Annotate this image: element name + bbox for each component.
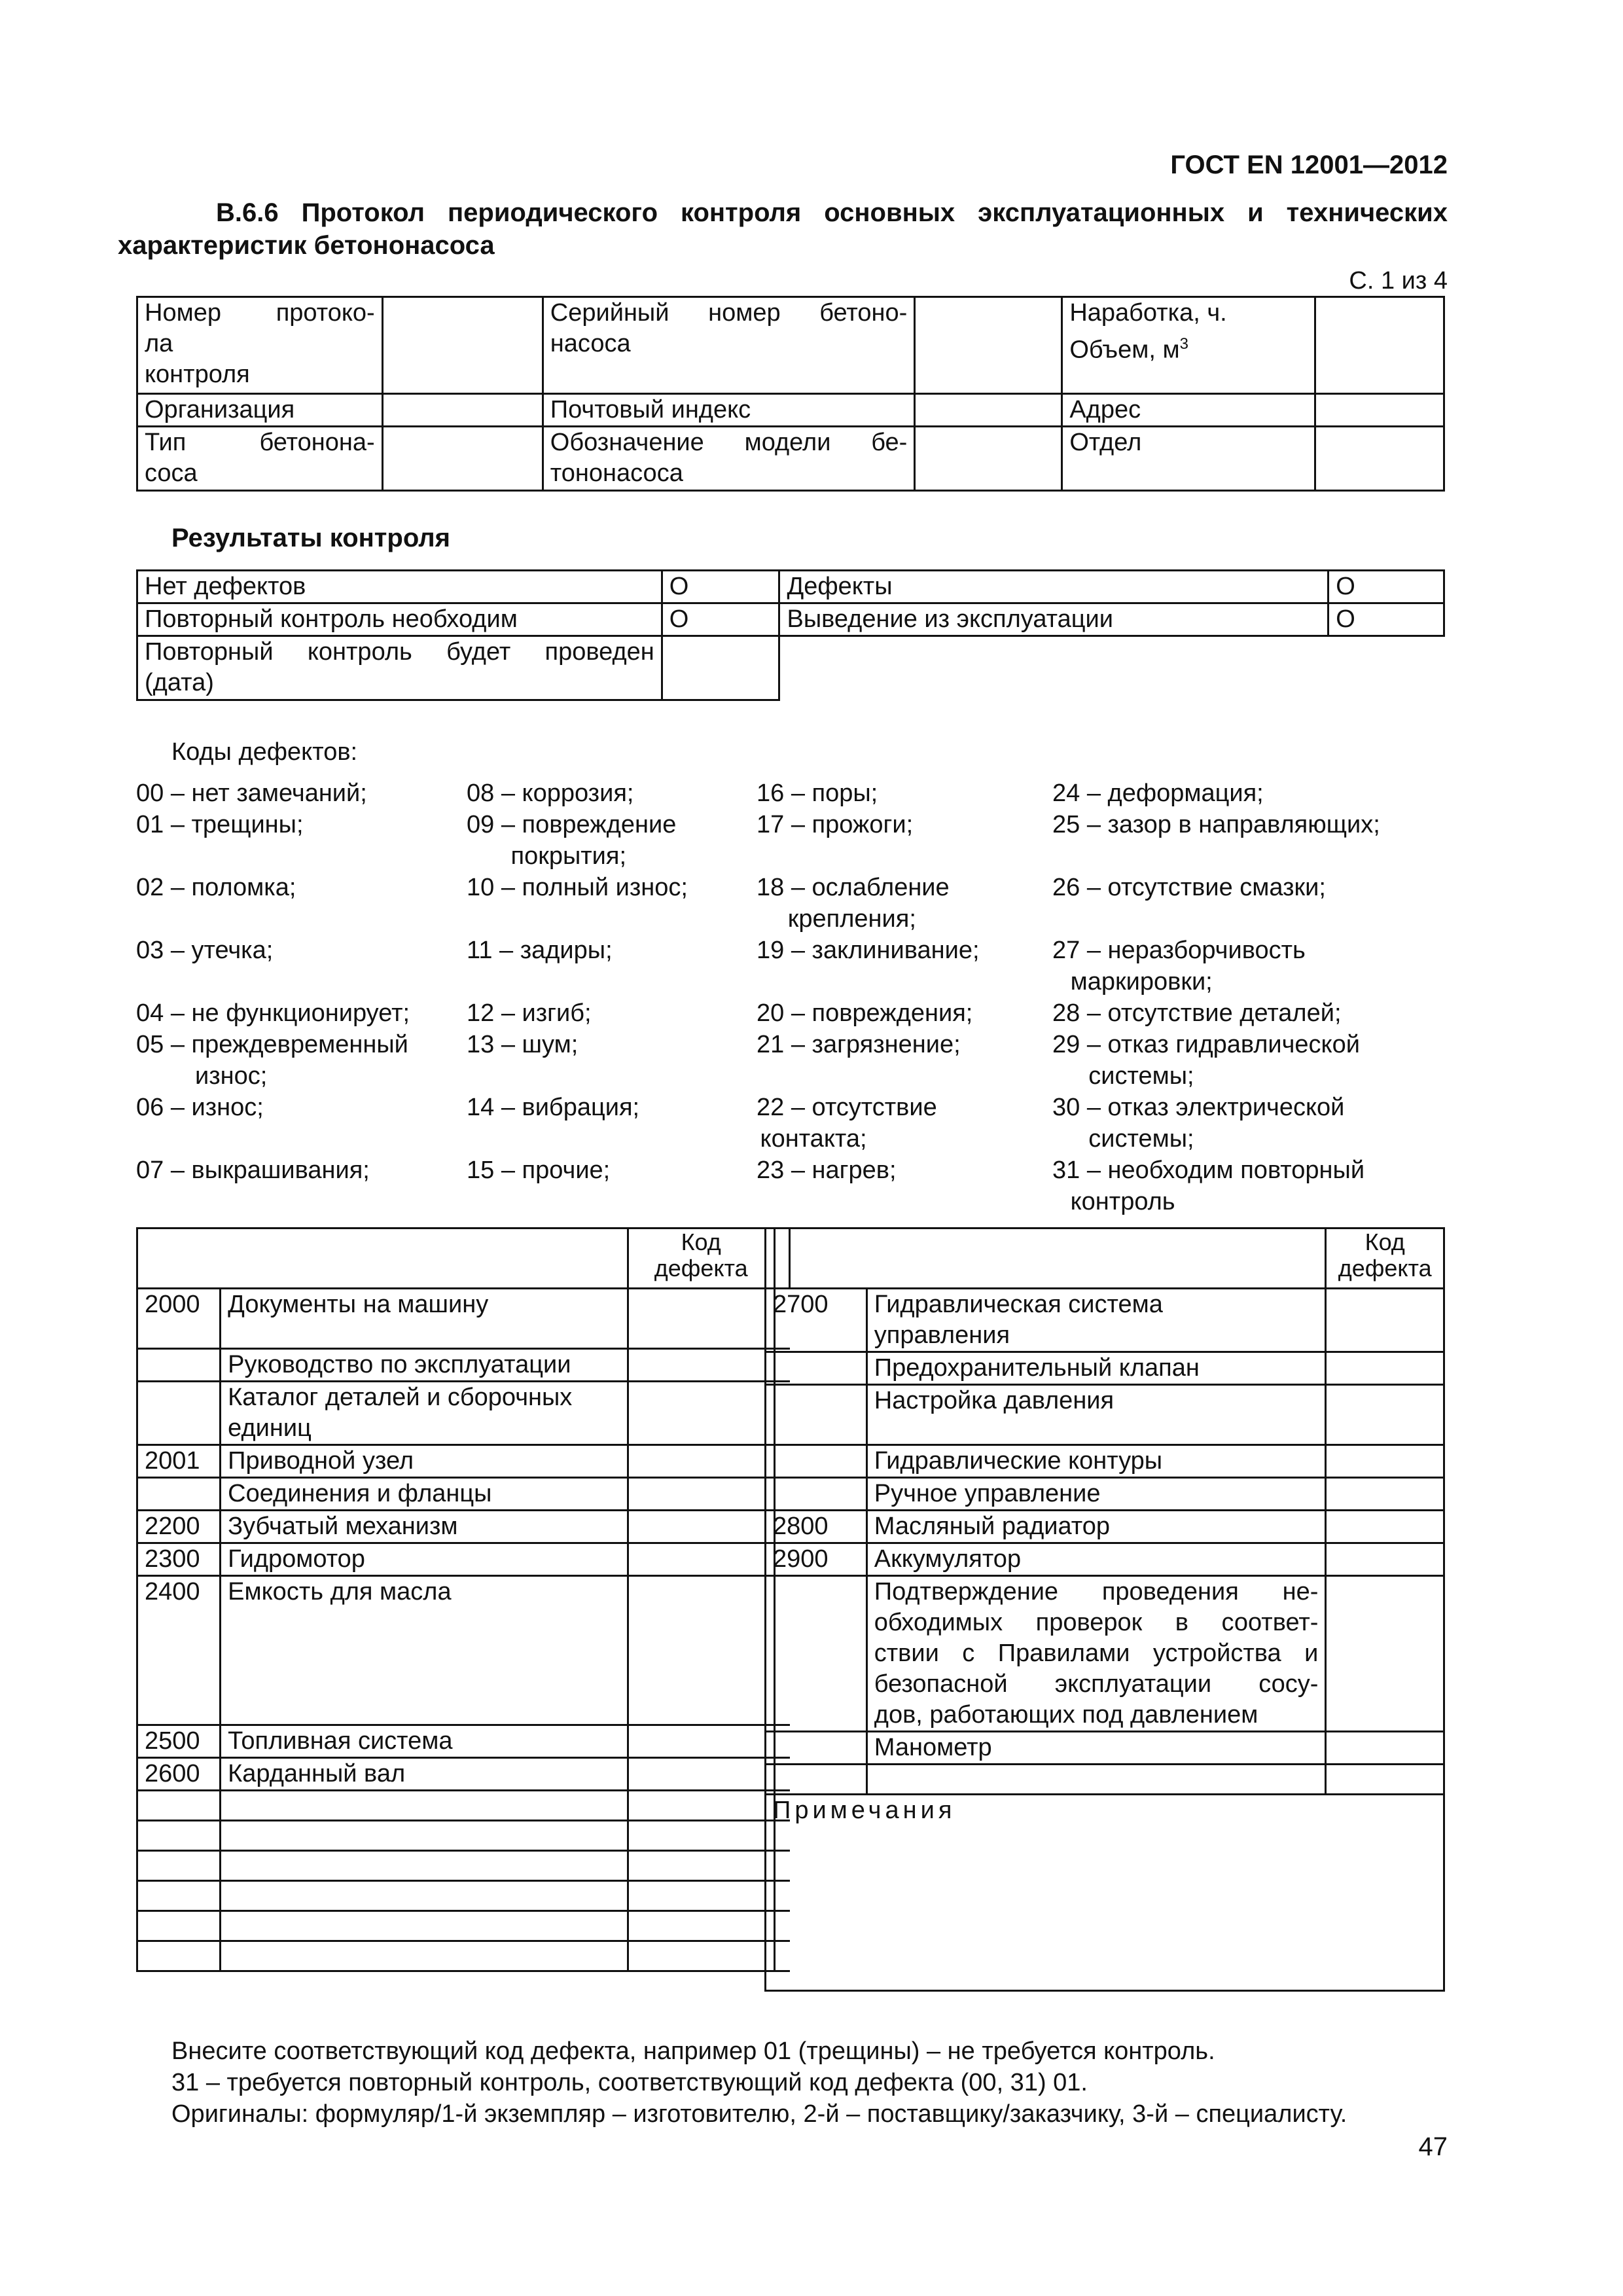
table-row — [137, 1478, 790, 1511]
empty-cell[interactable] — [137, 1911, 221, 1941]
empty-cell[interactable] — [137, 1821, 221, 1851]
defect-code-row — [136, 1186, 1458, 1217]
component-code: 2200 — [137, 1511, 221, 1543]
defect-code-cell: 11 – задиры; — [467, 937, 613, 964]
footer-notes — [171, 2036, 1347, 2130]
component-code — [766, 1576, 867, 1732]
component-code — [137, 1478, 221, 1511]
defect-code-cell: 00 – нет замечаний; — [136, 780, 367, 807]
defect-code-cell: 03 – утечка; — [136, 937, 274, 964]
components-table — [136, 1227, 791, 1972]
defect-code-cell — [452, 1186, 729, 1217]
pump-type-label: Тип бетонона- соса — [137, 427, 383, 491]
postal-code-field[interactable] — [915, 394, 1062, 427]
defect-code-field[interactable] — [1326, 1445, 1444, 1478]
component-name: Масляный радиатор — [866, 1511, 1326, 1543]
component-name: Топливная система — [221, 1725, 628, 1758]
defect-code-field[interactable] — [628, 1478, 774, 1511]
component-name: Ручное управление — [866, 1478, 1326, 1511]
defect-code-cell — [452, 966, 729, 997]
component-code: 2900 — [766, 1543, 867, 1576]
page-number: 47 — [1418, 2132, 1448, 2161]
component-name: Документы на машину — [221, 1289, 628, 1349]
pump-type-field[interactable] — [382, 427, 543, 491]
page-of-indicator: С. 1 из 4 — [1349, 267, 1448, 295]
defect-code-row — [136, 840, 1458, 872]
defect-code-field[interactable] — [1326, 1732, 1444, 1765]
defects-checkbox[interactable]: O — [1329, 571, 1444, 603]
defect-code-row — [136, 935, 1458, 966]
component-code — [766, 1352, 867, 1385]
department-label: Отдел — [1062, 427, 1315, 491]
defect-code-cell: 08 – коррозия; — [467, 780, 634, 807]
empty-row — [137, 1851, 790, 1881]
component-code — [766, 1385, 867, 1445]
defect-code-cell: 06 – износ; — [136, 1094, 264, 1121]
empty-cell[interactable] — [221, 1941, 628, 1971]
page-title — [118, 196, 1448, 262]
empty-cell[interactable] — [1326, 1765, 1444, 1795]
defect-code-cell: контроль — [1070, 1188, 1175, 1215]
table-row — [766, 1385, 1444, 1445]
empty-cell[interactable] — [628, 1851, 774, 1881]
recheck-needed-label: Повторный контроль необходим — [137, 603, 662, 636]
decommission-label: Выведение из эксплуатации — [779, 603, 1329, 636]
component-name: Емкость для масла — [221, 1576, 628, 1725]
component-name: Соединения и фланцы — [221, 1478, 628, 1511]
defect-code-field[interactable] — [1326, 1543, 1444, 1576]
results-heading: Результаты контроля — [171, 524, 451, 552]
table-row — [766, 1576, 1444, 1732]
defect-code-cell: 20 – повреждения; — [757, 999, 973, 1027]
component-code: 2600 — [137, 1758, 221, 1791]
empty-cell[interactable] — [221, 1881, 628, 1911]
department-field[interactable] — [1315, 427, 1444, 491]
no-defects-label: Нет дефектов — [137, 571, 662, 603]
defect-code-cell: 13 – шум; — [467, 1031, 579, 1058]
component-code: 2500 — [137, 1725, 221, 1758]
notes-label: Примечания — [773, 1797, 956, 1824]
table-row — [766, 1445, 1444, 1478]
table-row — [766, 1511, 1444, 1543]
defect-code-header-right: Код дефекта — [1326, 1229, 1444, 1289]
defect-code-cell: 18 – ослабление — [757, 874, 950, 901]
table-row — [766, 1289, 1444, 1352]
defect-code-cell: 15 – прочие; — [467, 1157, 611, 1184]
component-code: 2001 — [137, 1445, 221, 1478]
defect-code-row — [136, 997, 1458, 1029]
defect-code-cell: 28 – отсутствие деталей; — [1052, 999, 1342, 1027]
defect-code-cell: покрытия; — [510, 842, 627, 870]
defect-code-cell: 24 – деформация; — [1052, 780, 1264, 807]
defect-code-cell — [496, 1060, 760, 1092]
defect-code-row — [136, 1155, 1458, 1186]
organization-field[interactable] — [382, 394, 543, 427]
defect-code-cell — [136, 1123, 437, 1155]
component-name: Настройка давления — [866, 1385, 1326, 1445]
table-row — [766, 1732, 1444, 1765]
component-code — [137, 1382, 221, 1445]
defect-code-cell: 14 – вибрация; — [467, 1094, 640, 1121]
hours-volume-label: Наработка, ч. Объем, $м^3$ — [1062, 297, 1315, 394]
title-line-2: характеристик бетононасоса — [118, 231, 495, 260]
defect-code-field[interactable] — [1326, 1385, 1444, 1445]
defect-code-cell — [437, 1123, 702, 1155]
defect-code-field[interactable] — [1326, 1478, 1444, 1511]
empty-row — [766, 1765, 1444, 1795]
hours-volume-field[interactable] — [1315, 297, 1444, 394]
defect-code-field[interactable] — [1326, 1511, 1444, 1543]
defect-code-cell: крепления; — [787, 905, 916, 933]
defect-code-row — [136, 872, 1458, 903]
component-name: Предохранительный клапан — [866, 1352, 1326, 1385]
component-code — [137, 1349, 221, 1382]
defect-code-cell — [1071, 903, 1458, 935]
component-name: Гидравлические контуры — [866, 1445, 1326, 1478]
component-name: Гидромотор — [221, 1543, 628, 1576]
address-label: Адрес — [1062, 394, 1315, 427]
empty-row — [137, 1821, 790, 1851]
defect-code-cell: 05 – преждевременный — [136, 1031, 408, 1058]
empty-cell[interactable] — [628, 1911, 774, 1941]
defect-code-row — [136, 1123, 1458, 1155]
defect-code-row — [136, 1029, 1458, 1060]
defect-code-row — [136, 1060, 1458, 1092]
footer-line-3: Оригиналы: формуляр/1-й экземпляр – изготовителю, 2-й – поставщику/заказчику, 3-й – специалисту. — [171, 2100, 1347, 2128]
defect-code-cell: 21 – загрязнение; — [757, 1031, 961, 1058]
footer-line-2: 31 – требуется повторный контроль, соответствующий код дефекта (00, 31) 01. — [171, 2069, 1088, 2096]
defect-code-cell — [136, 966, 452, 997]
component-code — [766, 1732, 867, 1765]
protocol-number-label: Номер протоко- ла контроля — [137, 297, 383, 394]
defect-code-cell: 12 – изгиб; — [467, 999, 592, 1027]
recheck-date-field[interactable] — [662, 636, 779, 700]
component-name: Каталог деталей и сборочных единиц — [221, 1382, 628, 1445]
component-name: Гидравлическая система управления — [866, 1289, 1326, 1352]
defect-code-cell: 22 – отсутствие — [757, 1094, 937, 1121]
defect-code-cell: 17 – прожоги; — [757, 811, 914, 838]
empty-cell[interactable] — [221, 1851, 628, 1881]
empty-row — [137, 1911, 790, 1941]
notes-area[interactable] — [766, 1795, 1444, 1991]
defect-code-cell: износ; — [195, 1062, 268, 1090]
table-row — [137, 1382, 790, 1445]
defect-codes-list — [136, 778, 1458, 1217]
table-row — [137, 1445, 790, 1478]
defect-code-cell: 07 – выкрашивания; — [136, 1157, 370, 1184]
defect-code-cell: 16 – поры; — [757, 780, 878, 807]
serial-number-field[interactable] — [915, 297, 1062, 394]
defect-code-cell: 25 – зазор в направляющих; — [1052, 811, 1380, 838]
recheck-date-label: Повторный контроль будет проведен (дата) — [137, 636, 662, 700]
defect-code-cell — [1071, 840, 1458, 872]
empty-cell[interactable] — [628, 1821, 774, 1851]
defect-code-cell — [136, 840, 452, 872]
table-row — [137, 1576, 790, 1725]
table-row — [766, 1543, 1444, 1576]
defect-code-row — [136, 966, 1458, 997]
defect-code-cell: 26 – отсутствие смазки; — [1052, 874, 1326, 901]
empty-cell[interactable] — [866, 1765, 1326, 1795]
component-code — [766, 1445, 867, 1478]
defect-code-cell: 27 – неразборчивость — [1052, 937, 1306, 964]
component-code — [766, 1478, 867, 1511]
model-label: Обозначение модели бе- тононасоса — [543, 427, 915, 491]
defect-code-field[interactable] — [1326, 1576, 1444, 1732]
table-row — [137, 1543, 790, 1576]
empty-cell[interactable] — [137, 1851, 221, 1881]
components-table-right — [764, 1227, 1445, 1992]
results-table — [136, 569, 1445, 701]
defect-code-row — [136, 1092, 1458, 1123]
defect-code-field[interactable] — [1326, 1289, 1444, 1352]
decommission-checkbox[interactable]: O — [1329, 603, 1444, 636]
defect-code-field[interactable] — [628, 1511, 774, 1543]
postal-code-label: Почтовый индекс — [543, 394, 915, 427]
defect-code-cell: системы; — [1088, 1062, 1194, 1090]
defect-code-field[interactable] — [628, 1576, 774, 1725]
defect-code-field[interactable] — [628, 1382, 774, 1445]
empty-cell[interactable] — [628, 1791, 774, 1821]
defect-code-cell: 23 – нагрев; — [757, 1157, 897, 1184]
defect-code-cell: контакта; — [760, 1125, 867, 1153]
table-row — [137, 1349, 790, 1382]
empty-cell[interactable] — [628, 1941, 774, 1971]
defect-code-cell — [729, 1186, 1012, 1217]
defect-code-cell — [136, 1186, 452, 1217]
defect-code-field[interactable] — [628, 1349, 774, 1382]
defect-code-cell: 30 – отказ электрической — [1052, 1094, 1345, 1121]
defect-code-field[interactable] — [628, 1543, 774, 1576]
standard-header: ГОСТ EN 12001—2012 — [1170, 151, 1448, 179]
empty-cell[interactable] — [137, 1941, 221, 1971]
component-name: Аккумулятор — [866, 1543, 1326, 1576]
defect-code-row — [136, 903, 1458, 935]
component-code: 2700 — [766, 1289, 867, 1352]
empty-cell[interactable] — [221, 1791, 628, 1821]
defect-code-cell: 02 – поломка; — [136, 874, 296, 901]
defects-label: Дефекты — [779, 571, 1329, 603]
defect-code-row — [136, 778, 1458, 809]
table-row — [137, 1725, 790, 1758]
defect-code-cell: 31 – необходим повторный — [1052, 1157, 1365, 1184]
defect-code-cell: 10 – полный износ; — [467, 874, 688, 901]
defect-code-cell — [136, 903, 452, 935]
defect-code-cell: системы; — [1088, 1125, 1194, 1153]
empty-row — [137, 1941, 790, 1971]
defect-code-header-left: Код дефекта — [628, 1229, 774, 1289]
defect-code-cell — [729, 966, 1012, 997]
empty-cell[interactable] — [137, 1791, 221, 1821]
no-defects-checkbox[interactable]: O — [662, 571, 779, 603]
serial-number-label: Серийный номер бетоно- насоса — [543, 297, 915, 394]
defect-code-cell: 09 – повреждение — [467, 811, 677, 838]
address-field[interactable] — [1315, 394, 1444, 427]
defect-code-cell: 29 – отказ гидравлической — [1052, 1031, 1360, 1058]
component-name: Приводной узел — [221, 1445, 628, 1478]
model-field[interactable] — [915, 427, 1062, 491]
defect-code-field[interactable] — [628, 1445, 774, 1478]
table-row — [766, 1352, 1444, 1385]
defect-code-field[interactable] — [628, 1289, 774, 1349]
empty-cell[interactable] — [137, 1881, 221, 1911]
empty-cell[interactable] — [628, 1881, 774, 1911]
table-row — [766, 1478, 1444, 1511]
defect-code-cell: 01 – трещины; — [136, 811, 304, 838]
title-line-1: В.6.6 Протокол периодического контроля основных эксплуатационных и технических — [216, 198, 1448, 227]
component-name: Зубчатый механизм — [221, 1511, 628, 1543]
defect-code-cell — [788, 840, 1071, 872]
defect-code-field[interactable] — [628, 1725, 774, 1758]
table-row — [137, 1289, 790, 1349]
protocol-number-field[interactable] — [382, 297, 543, 394]
defect-code-cell: 04 – не функционирует; — [136, 999, 410, 1027]
component-code: 2300 — [137, 1543, 221, 1576]
component-code: 2000 — [137, 1289, 221, 1349]
info-table — [136, 296, 1445, 492]
defect-code-field[interactable] — [1326, 1352, 1444, 1385]
empty-cell[interactable] — [221, 1821, 628, 1851]
component-name: Карданный вал — [221, 1758, 628, 1791]
empty-row — [137, 1791, 790, 1821]
defect-code-cell — [760, 1060, 1030, 1092]
component-name: Руководство по эксплуатации — [221, 1349, 628, 1382]
defect-code-field[interactable] — [628, 1758, 774, 1791]
empty-cell[interactable] — [221, 1911, 628, 1941]
table-row — [137, 1511, 790, 1543]
component-name: Подтверждение проведения не- обходимых проверок в соответ- ствии с Правилами устройства и безопасной эксплуатации сосу- дов, работающих под давлением — [866, 1576, 1326, 1732]
empty-cell[interactable] — [766, 1765, 867, 1795]
defect-code-cell — [452, 903, 729, 935]
empty-row — [137, 1881, 790, 1911]
footer-line-1: Внесите соответствующий код дефекта, например 01 (трещины) – не требуется контроль. — [171, 2037, 1215, 2065]
recheck-needed-checkbox[interactable]: O — [662, 603, 779, 636]
component-name: Манометр — [866, 1732, 1326, 1765]
component-code: 2400 — [137, 1576, 221, 1725]
table-row — [137, 1758, 790, 1791]
defect-code-row — [136, 809, 1458, 840]
organization-label: Организация — [137, 394, 383, 427]
defect-codes-heading: Коды дефектов: — [171, 738, 358, 766]
component-code: 2800 — [766, 1511, 867, 1543]
defect-code-cell: маркировки; — [1070, 968, 1213, 996]
defect-code-cell: 19 – заклинивание; — [757, 937, 980, 964]
